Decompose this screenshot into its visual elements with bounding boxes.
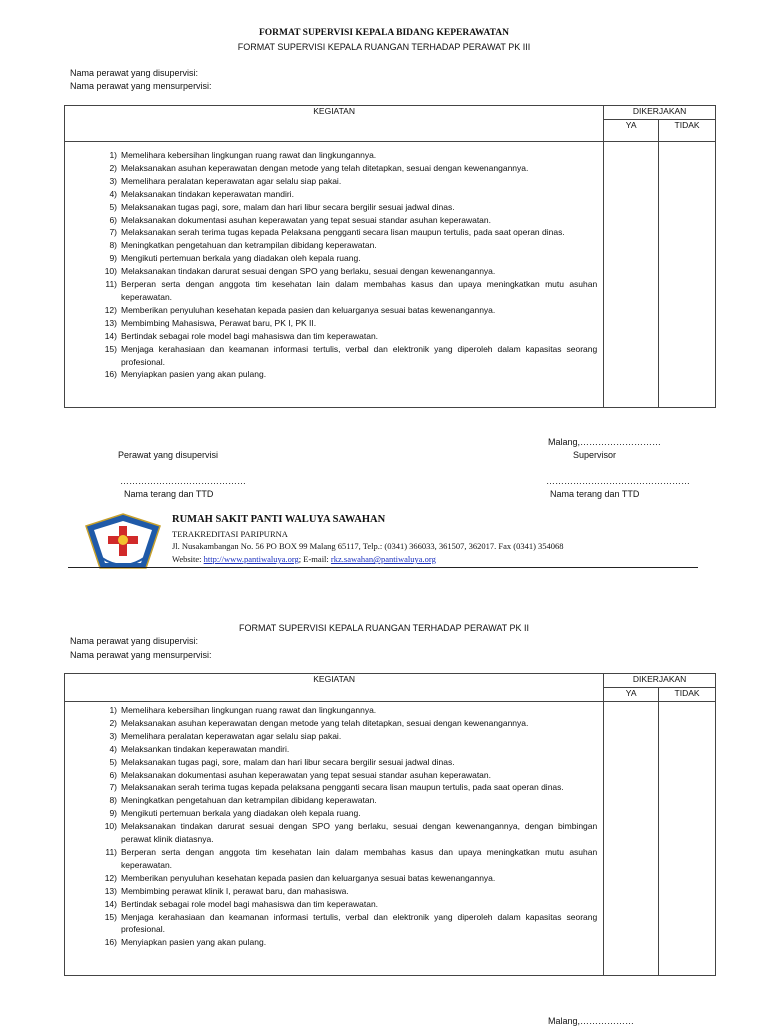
kegiatan-item	[65, 769, 603, 782]
kegiatan-list	[65, 149, 603, 381]
kegiatan-item-number: 15)	[104, 911, 117, 922]
label-nama-mensurpervisi: Nama perawat yang mensurpervisi:	[70, 81, 212, 91]
kegiatan-item-number: 3)	[109, 730, 117, 741]
kegiatan-item-text: Melaksanakan tugas pagi, sore, malam dan hari libur secara bergilir sesuai jadwal dinas.	[121, 201, 455, 212]
kegiatan-item	[65, 936, 603, 949]
kegiatan-item-text: Menjaga kerahasiaan dan keamanan informasi tertulis, verbal dan elektronik yang diperoleh dalam kapasitas seorang profesional.	[121, 911, 598, 935]
email-link[interactable]: rkz.sawahan@pantiwaluya.org	[330, 554, 436, 564]
left-signature-line: ……………………………………	[120, 476, 246, 486]
kegiatan-item	[65, 820, 603, 846]
kegiatan-item	[65, 175, 603, 188]
kegiatan-item-text: Bertindak sebagai role model bagi mahasiswa dan tim keperawatan.	[121, 898, 379, 909]
kegiatan-item-text: Melaksanakan serah terima tugas kepada pelaksana pengganti secara lisan maupun tertulis, pada saat operan dinas.	[121, 782, 564, 793]
tidak-checkbox-column-2[interactable]	[659, 702, 716, 976]
kegiatan-item-number: 14)	[104, 330, 117, 341]
kegiatan-item-number: 12)	[104, 304, 117, 315]
kegiatan-item-text: Bertindak sebagai role model bagi mahasiswa dan tim keperawatan.	[121, 330, 379, 341]
kegiatan-item-number: 2)	[109, 717, 117, 728]
kegiatan-item-text: Memelihara peralatan keperawatan agar selalu siap pakai.	[121, 175, 342, 186]
kegiatan-item	[65, 794, 603, 807]
header-tidak: TIDAK	[659, 120, 716, 142]
kegiatan-item-text: Melaksankan tindakan keperawatan mandiri.	[121, 743, 290, 754]
header-kegiatan-2	[65, 674, 604, 702]
kegiatan-item-number: 4)	[109, 743, 117, 754]
hospital-name: RUMAH SAKIT PANTI WALUYA SAWAHAN	[172, 514, 386, 525]
kegiatan-item-number: 16)	[104, 937, 117, 948]
header-kegiatan-label-2: KEGIATAN	[313, 674, 355, 684]
kegiatan-item-text: Berperan serta dengan anggota tim kesehatan lain dalam membahas kasus dan upaya meningkatkan mutu asuhan keperawatan.	[121, 846, 598, 870]
kegiatan-item	[65, 149, 603, 162]
left-signature-caption: Nama terang dan TTD	[124, 489, 214, 499]
kegiatan-item	[65, 214, 603, 227]
kegiatan-item	[65, 756, 603, 769]
kegiatan-item-number: 7)	[109, 227, 117, 238]
hospital-logo	[84, 512, 162, 574]
kegiatan-item-text: Membimbing perawat klinik I, perawat baru, dan mahasiswa.	[121, 885, 349, 896]
kegiatan-item-text: Mengikuti pertemuan berkala yang diadakan oleh kepala ruang.	[121, 808, 361, 819]
kegiatan-item-number: 13)	[104, 317, 117, 328]
kegiatan-item-text: Melaksanakan tindakan darurat sesuai dengan SPO yang berlaku, sesuai dengan kewenangannya, dengan bimbingan perawat klinik diatasnya.	[121, 821, 598, 845]
kegiatan-item-number: 8)	[109, 795, 117, 806]
kegiatan-item-number: 6)	[109, 214, 117, 225]
kegiatan-item	[65, 226, 603, 239]
label-nama-disupervisi: Nama perawat yang disupervisi:	[70, 68, 199, 78]
place-date: Malang,………………………	[548, 437, 662, 447]
header-tidak-2: TIDAK	[659, 688, 716, 702]
kegiatan-item	[65, 278, 603, 304]
kegiatan-item-text: Melaksanakan tugas pagi, sore, malam dan hari libur secara bergilir sesuai jadwal dinas.	[121, 756, 455, 767]
kegiatan-item	[65, 807, 603, 820]
kegiatan-item	[65, 743, 603, 756]
website-label: Website:	[172, 554, 204, 564]
kegiatan-item-text: Menjaga kerahasiaan dan keamanan informasi tertulis, verbal dan elektronik yang diperoleh dalam kapasitas seorang profesional.	[121, 343, 598, 367]
tidak-checkbox-column[interactable]	[659, 142, 716, 408]
kegiatan-item-number: 7)	[109, 782, 117, 793]
place-date-2: Malang,………………	[548, 1016, 635, 1026]
kegiatan-item-text: Meningkatkan pengetahuan dan ketrampilan dibidang keperawatan.	[121, 795, 377, 806]
kegiatan-item-text: Melaksanakan asuhan keperawatan dengan metode yang telah ditetapkan, sesuai dengan kewenangannya.	[121, 717, 529, 728]
label-nama-disupervisi-2: Nama perawat yang disupervisi:	[70, 636, 199, 646]
kegiatan-item-number: 8)	[109, 240, 117, 251]
kegiatan-item-text: Menyiapkan pasien yang akan pulang.	[121, 369, 267, 380]
kegiatan-item-number: 3)	[109, 175, 117, 186]
kegiatan-item	[65, 846, 603, 872]
kegiatan-item	[65, 872, 603, 885]
document-title: FORMAT SUPERVISI KEPALA BIDANG KEPERAWATAN	[258, 28, 510, 38]
kegiatan-item-text: Melaksanakan tindakan keperawatan mandiri.	[121, 188, 294, 199]
kegiatan-item-number: 16)	[104, 369, 117, 380]
header-kegiatan-label: KEGIATAN	[313, 106, 355, 116]
kegiatan-item-text: Meningkatkan pengetahuan dan ketrampilan dibidang keperawatan.	[121, 240, 377, 251]
header-kegiatan	[65, 106, 604, 142]
right-signature-line: …………………………………………	[546, 476, 690, 486]
kegiatan-item-text: Melaksanakan dokumentasi asuhan keperawatan yang tepat sesuai standar asuhan keperawatan.	[121, 214, 491, 225]
form-subtitle-pk2: FORMAT SUPERVISI KEPALA RUANGAN TERHADAP PERAWAT PK II	[238, 623, 530, 633]
kegiatan-item-number: 5)	[109, 756, 117, 767]
kegiatan-item-number: 4)	[109, 188, 117, 199]
letterhead-divider	[68, 567, 698, 568]
kegiatan-item-number: 9)	[109, 253, 117, 264]
kegiatan-item-number: 5)	[109, 201, 117, 212]
ya-checkbox-column-2[interactable]	[604, 702, 659, 976]
kegiatan-item-number: 14)	[104, 898, 117, 909]
kegiatan-item-text: Mengikuti pertemuan berkala yang diadakan oleh kepala ruang.	[121, 253, 361, 264]
kegiatan-item	[65, 885, 603, 898]
kegiatan-item-number: 6)	[109, 769, 117, 780]
kegiatan-list-2	[65, 704, 603, 949]
kegiatan-item	[65, 368, 603, 381]
kegiatan-list-cell	[65, 142, 604, 408]
kegiatan-item	[65, 704, 603, 717]
hospital-address: Jl. Nusakambangan No. 56 PO BOX 99 Malang 65117, Telp.: (0341) 366033, 361507, 362017. Fax (0341) 354068	[172, 541, 564, 551]
header-ya: YA	[604, 120, 659, 142]
kegiatan-item	[65, 911, 603, 937]
email-label: ; E-mail:	[298, 554, 331, 564]
kegiatan-item-text: Melaksanakan serah terima tugas kepada Pelaksana pengganti secara lisan maupun tertulis, pada saat operan dinas.	[121, 227, 565, 238]
header-dikerjakan: DIKERJAKAN	[604, 106, 716, 120]
kegiatan-item	[65, 239, 603, 252]
kegiatan-table-pk3	[64, 105, 716, 408]
website-link[interactable]: http://www.pantiwaluya.org	[203, 554, 299, 564]
kegiatan-item-text: Memberikan penyuluhan kesehatan kepada pasien dan keluarganya sesuai batas kewenangannya.	[121, 304, 496, 315]
kegiatan-item-number: 10)	[104, 266, 117, 277]
kegiatan-item	[65, 162, 603, 175]
kegiatan-item-text: Memberikan penyuluhan kesehatan kepada pasien dan keluarganya sesuai batas kewenangannya.	[121, 872, 496, 883]
kegiatan-item-text: Melaksanakan asuhan keperawatan dengan metode yang telah ditetapkan, sesuai dengan kewenangannya.	[121, 162, 529, 173]
kegiatan-item	[65, 252, 603, 265]
kegiatan-table-pk2	[64, 673, 716, 976]
kegiatan-item	[65, 265, 603, 278]
kegiatan-item-text: Membimbing Mahasiswa, Perawat baru, PK I, PK II.	[121, 317, 317, 328]
kegiatan-item-number: 13)	[104, 885, 117, 896]
kegiatan-item	[65, 343, 603, 369]
kegiatan-item	[65, 317, 603, 330]
label-nama-mensurpervisi-2: Nama perawat yang mensurpervisi:	[70, 650, 212, 660]
left-signer-role: Perawat yang disupervisi	[118, 450, 219, 460]
kegiatan-item-text: Memelihara kebersihan lingkungan ruang rawat dan lingkungannya.	[121, 150, 377, 160]
kegiatan-item	[65, 188, 603, 201]
kegiatan-item-number: 12)	[104, 872, 117, 883]
kegiatan-item-number: 9)	[109, 808, 117, 819]
kegiatan-list-cell-2	[65, 702, 604, 976]
kegiatan-item-text: Melaksanakan tindakan darurat sesuai dengan SPO yang berlaku, sesuai dengan kewenangannya.	[121, 266, 496, 277]
right-signer-role: Supervisor	[573, 450, 617, 460]
kegiatan-item	[65, 201, 603, 214]
kegiatan-item-number: 11)	[105, 279, 117, 290]
kegiatan-item-text: Memelihara kebersihan lingkungan ruang rawat dan lingkungannya.	[121, 705, 377, 715]
kegiatan-item	[65, 730, 603, 743]
kegiatan-item-number: 10)	[104, 821, 117, 832]
kegiatan-item-number: 1)	[109, 150, 117, 160]
form-subtitle-pk3: FORMAT SUPERVISI KEPALA RUANGAN TERHADAP PERAWAT PK III	[237, 42, 531, 52]
header-dikerjakan-2: DIKERJAKAN	[604, 674, 716, 688]
kegiatan-item-text: Memelihara peralatan keperawatan agar selalu siap pakai.	[121, 730, 342, 741]
kegiatan-item-number: 1)	[109, 705, 117, 715]
accreditation: TERAKREDITASI PARIPURNA	[172, 529, 288, 539]
kegiatan-item	[65, 304, 603, 317]
right-signature-caption: Nama terang dan TTD	[550, 489, 640, 499]
kegiatan-item-number: 11)	[105, 846, 117, 857]
header-ya-2: YA	[604, 688, 659, 702]
kegiatan-item-number: 2)	[109, 162, 117, 173]
kegiatan-item	[65, 781, 603, 794]
contact-line	[172, 554, 436, 564]
kegiatan-item	[65, 330, 603, 343]
kegiatan-item	[65, 717, 603, 730]
kegiatan-item	[65, 898, 603, 911]
kegiatan-item-text: Menyiapkan pasien yang akan pulang.	[121, 937, 267, 948]
kegiatan-item-text: Berperan serta dengan anggota tim kesehatan lain dalam membahas kasus dan upaya meningkatkan mutu asuhan keperawatan.	[121, 279, 598, 302]
kegiatan-item-number: 15)	[104, 343, 117, 354]
kegiatan-item-text: Melaksanakan dokumentasi asuhan keperawatan yang tepat sesuai standar asuhan keperawatan.	[121, 769, 491, 780]
ya-checkbox-column[interactable]	[604, 142, 659, 408]
